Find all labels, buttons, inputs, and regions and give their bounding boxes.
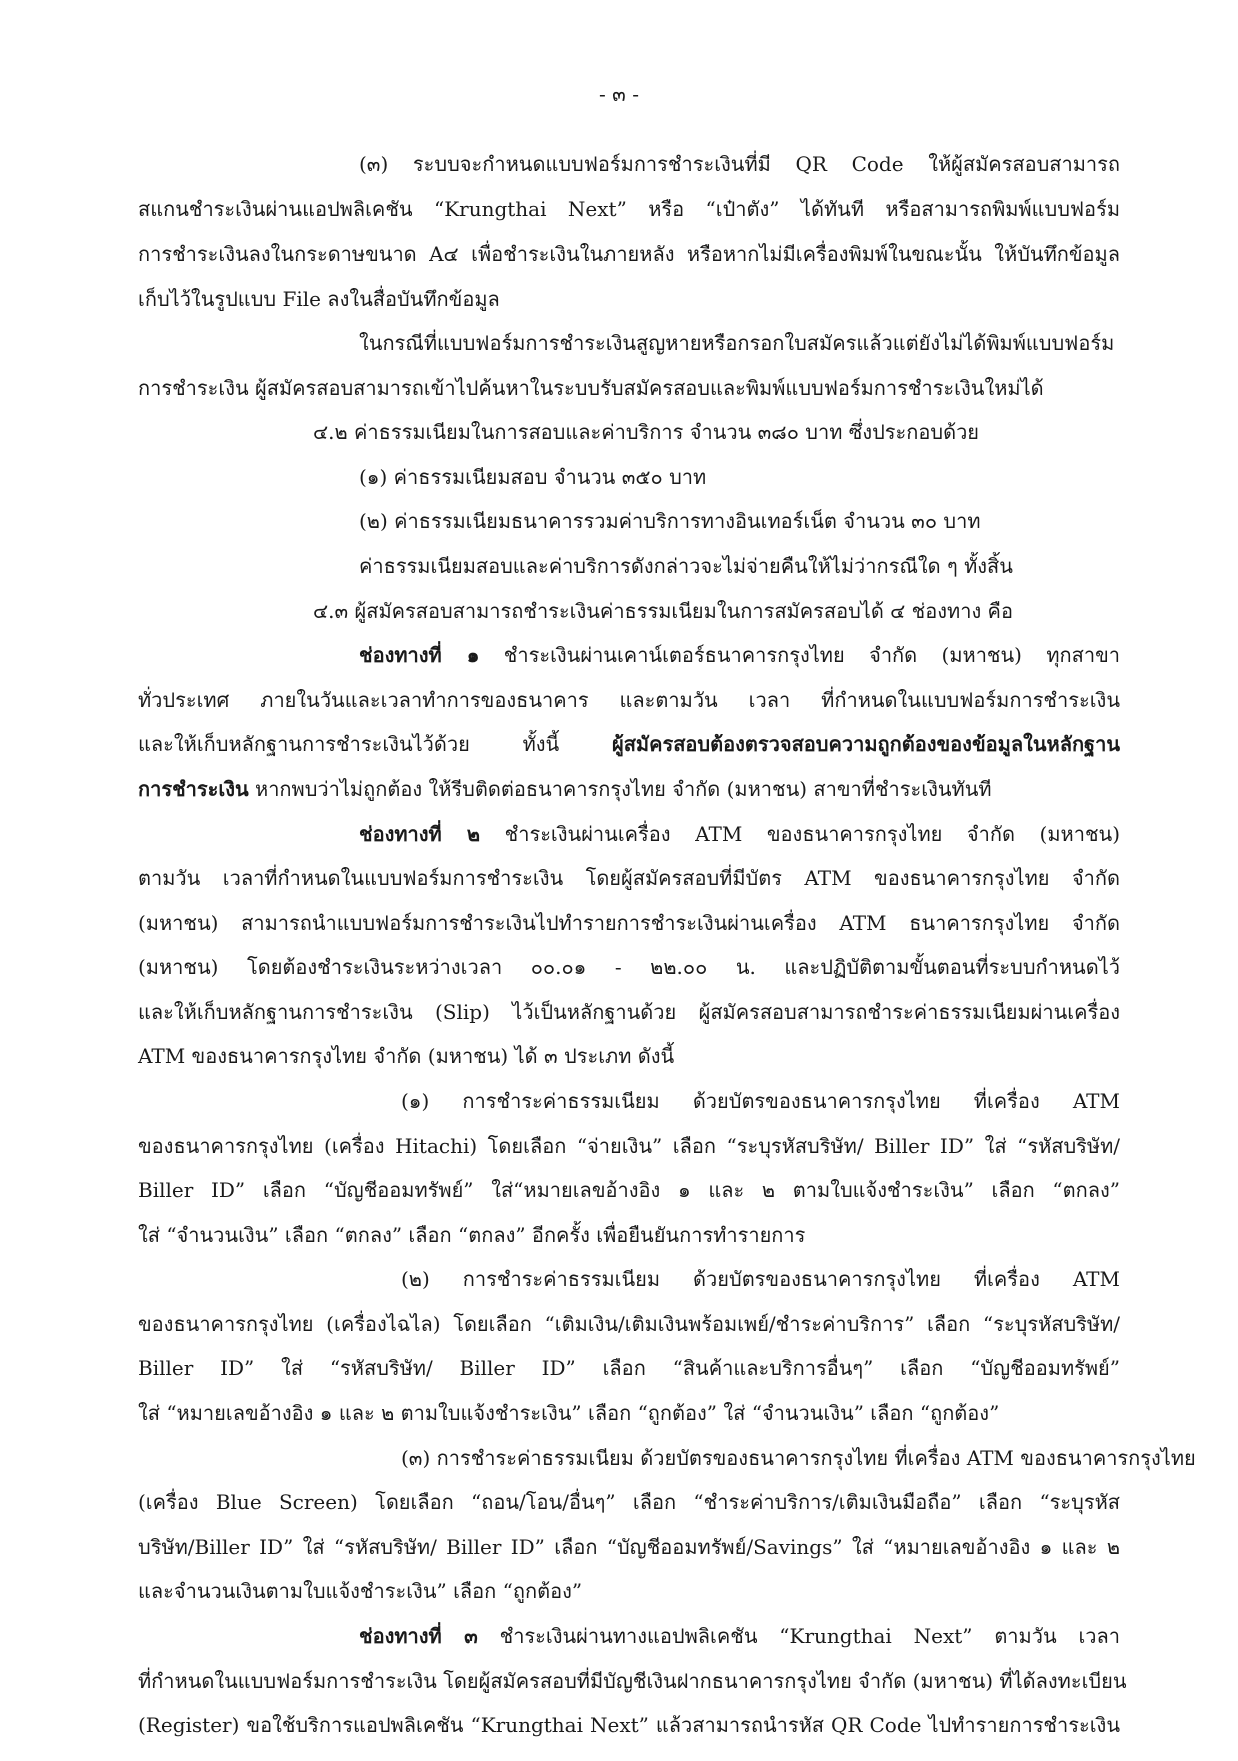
channel-2-label: ช่องทางที่ ๒ — [359, 822, 481, 846]
paragraph-line: (เครื่อง Blue Screen) โดยเลือก “ถอน/โอน/อื่นๆ” เลือก “ชำระค่าบริการ/เติมเงินมือถือ” เลือก “ระบุรหัส — [138, 1490, 1120, 1514]
paragraph-line: (มหาชน) สามารถนำแบบฟอร์มการชำระเงินไปทำรายการชำระเงินผ่านเครื่อง ATM ธนาคารกรุงไทย จำกัด — [138, 911, 1120, 935]
paragraph-line: ตามวัน เวลาที่กำหนดในแบบฟอร์มการชำระเงิน โดยผู้สมัครสอบที่มีบัตร ATM ของธนาคารกรุงไทย จำกัด — [138, 866, 1120, 890]
channel-3-label: ช่องทางที่ ๓ — [359, 1624, 478, 1648]
paragraph-line: ในกรณีที่แบบฟอร์มการชำระเงินสูญหายหรือกรอกใบสมัครแล้วแต่ยังไม่ได้พิมพ์แบบฟอร์ม — [359, 331, 1115, 355]
paragraph-line: ของธนาคารกรุงไทย (เครื่องไฉไล) โดยเลือก “เติมเงิน/เติมเงินพร้อมเพย์/ชำระค่าบริการ” เลือก “ระบุรหัสบริษัท/ — [138, 1312, 1120, 1336]
paragraph-line: สแกนชำระเงินผ่านแอปพลิเคชัน “Krungthai Next” หรือ “เป๋าตัง” ได้ทันที หรือสามารถพิมพ์แบบฟอร์ม — [138, 197, 1120, 221]
page-number: - ๓ - — [599, 82, 639, 106]
paragraph-line: (๒) การชำระค่าธรรมเนียม ด้วยบัตรของธนาคารกรุงไทย ที่เครื่อง ATM — [401, 1267, 1120, 1291]
paragraph-line: (Register) ขอใช้บริการแอปพลิเคชัน “Krungthai Next” แล้วสามารถนำรหัส QR Code ไปทำรายการชำระเงิน — [138, 1713, 1120, 1737]
list-item: (๒) ค่าธรรมเนียมธนาคารรวมค่าบริการทางอินเทอร์เน็ต จำนวน ๓๐ บาท — [359, 509, 981, 533]
channel-2-text: ชำระเงินผ่านเครื่อง ATM ของธนาคารกรุงไทย จำกัด (มหาชน) — [480, 822, 1120, 846]
paragraph-line: บริษัท/Biller ID” ใส่ “รหัสบริษัท/ Biller ID” เลือก “บัญชีออมทรัพย์/Savings” ใส่ “หมายเลขอ้างอิง ๑ และ ๒ — [138, 1535, 1120, 1559]
channel-3-line — [359, 1621, 1120, 1651]
paragraph-line: การชำระเงินลงในกระดาษขนาด A๔ เพื่อชำระเงินในภายหลัง หรือหากไม่มีเครื่องพิมพ์ในขณะนั้น ให้บันทึกข้อมูล — [138, 242, 1120, 266]
paragraph-line: (มหาชน) โดยต้องชำระเงินระหว่างเวลา ๐๐.๐๑ - ๒๒.๐๐ น. และปฏิบัติตามขั้นตอนที่ระบบกำหนดไว้ — [138, 955, 1120, 979]
paragraph-line: Biller ID” เลือก “บัญชีออมทรัพย์” ใส่“หมายเลขอ้างอิง ๑ และ ๒ ตามใบแจ้งชำระเงิน” เลือก “ตกลง” — [138, 1178, 1120, 1202]
channel-1-label: ช่องทางที่ ๑ — [359, 643, 480, 667]
paragraph-line: การชำระเงิน ผู้สมัครสอบสามารถเข้าไปค้นหาในระบบรับสมัครสอบและพิมพ์แบบฟอร์มการชำระเงินใหม่ได้ — [138, 376, 1044, 400]
channel-1-line — [359, 640, 1120, 670]
paragraph-line: ค่าธรรมเนียมสอบและค่าบริการดังกล่าวจะไม่จ่ายคืนให้ไม่ว่ากรณีใด ๆ ทั้งสิ้น — [359, 554, 1013, 578]
paragraph-line: ของธนาคารกรุงไทย (เครื่อง Hitachi) โดยเลือก “จ่ายเงิน” เลือก “ระบุรหัสบริษัท/ Biller ID” ใส่ “รหัสบริษัท/ — [138, 1134, 1120, 1158]
paragraph-text: และให้เก็บหลักฐานการชำระเงินไว้ด้วย ทั้งนี้ — [138, 732, 612, 756]
paragraph-line: ใส่ “หมายเลขอ้างอิง ๑ และ ๒ ตามใบแจ้งชำระเงิน” เลือก “ถูกต้อง” ใส่ “จำนวนเงิน” เลือก “ถูกต้อง” — [138, 1401, 1000, 1425]
channel-2-line — [359, 819, 1120, 849]
channel-1-text: ชำระเงินผ่านเคาน์เตอร์ธนาคารกรุงไทย จำกัด (มหาชน) ทุกสาขา — [479, 643, 1120, 667]
emphasis-text: ผู้สมัครสอบต้องตรวจสอบความถูกต้องของข้อมูลในหลักฐาน — [611, 732, 1120, 756]
list-item: (๑) ค่าธรรมเนียมสอบ จำนวน ๓๕๐ บาท — [359, 465, 707, 489]
section-heading: ๔.๓ ผู้สมัครสอบสามารถชำระเงินค่าธรรมเนียมในการสมัครสอบได้ ๔ ช่องทาง คือ — [313, 599, 1013, 623]
paragraph-line: (๓) การชำระค่าธรรมเนียม ด้วยบัตรของธนาคารกรุงไทย ที่เครื่อง ATM ของธนาคารกรุงไทย — [401, 1446, 1196, 1470]
paragraph-line: และจำนวนเงินตามใบแจ้งชำระเงิน” เลือก “ถูกต้อง” — [138, 1579, 583, 1603]
channel-3-text: ชำระเงินผ่านทางแอปพลิเคชัน “Krungthai Next” ตามวัน เวลา — [477, 1624, 1120, 1648]
paragraph-line: (๑) การชำระค่าธรรมเนียม ด้วยบัตรของธนาคารกรุงไทย ที่เครื่อง ATM — [401, 1089, 1120, 1113]
paragraph-line: ATM ของธนาคารกรุงไทย จำกัด (มหาชน) ได้ ๓ ประเภท ดังนี้ — [138, 1044, 675, 1068]
paragraph-line: และให้เก็บหลักฐานการชำระเงิน (Slip) ไว้เป็นหลักฐานด้วย ผู้สมัครสอบสามารถชำระค่าธรรมเนียมผ่านเครื่อง — [138, 1000, 1120, 1024]
paragraph-line: ทั่วประเทศ ภายในวันและเวลาทำการของธนาคาร และตามวัน เวลา ที่กำหนดในแบบฟอร์มการชำระเงิน — [138, 688, 1120, 712]
paragraph-line: ใส่ “จำนวนเงิน” เลือก “ตกลง” เลือก “ตกลง” อีกครั้ง เพื่อยืนยันการทำรายการ — [138, 1223, 806, 1247]
section-heading: ๔.๒ ค่าธรรมเนียมในการสอบและค่าบริการ จำนวน ๓๘๐ บาท ซึ่งประกอบด้วย — [313, 420, 980, 444]
emphasis-text: การชำระเงิน — [138, 777, 249, 801]
paragraph-line: เก็บไว้ในรูปแบบ File ลงในสื่อบันทึกข้อมูล — [138, 287, 500, 311]
paragraph-line — [138, 729, 1120, 759]
paragraph-line: Biller ID” ใส่ “รหัสบริษัท/ Biller ID” เลือก “สินค้าและบริการอื่นๆ” เลือก “บัญชีออมทรัพย์” — [138, 1356, 1120, 1380]
paragraph-text: หากพบว่าไม่ถูกต้อง ให้รีบติดต่อธนาคารกรุงไทย จำกัด (มหาชน) สาขาที่ชำระเงินทันที — [248, 777, 992, 801]
paragraph-line: ที่กำหนดในแบบฟอร์มการชำระเงิน โดยผู้สมัครสอบที่มีบัญชีเงินฝากธนาคารกรุงไทย จำกัด (มหาชน) ที่ได้ลงทะเบียน — [138, 1669, 1127, 1693]
paragraph-line — [138, 774, 992, 804]
paragraph-line: (๓) ระบบจะกำหนดแบบฟอร์มการชำระเงินที่มี QR Code ให้ผู้สมัครสอบสามารถ — [359, 152, 1120, 176]
